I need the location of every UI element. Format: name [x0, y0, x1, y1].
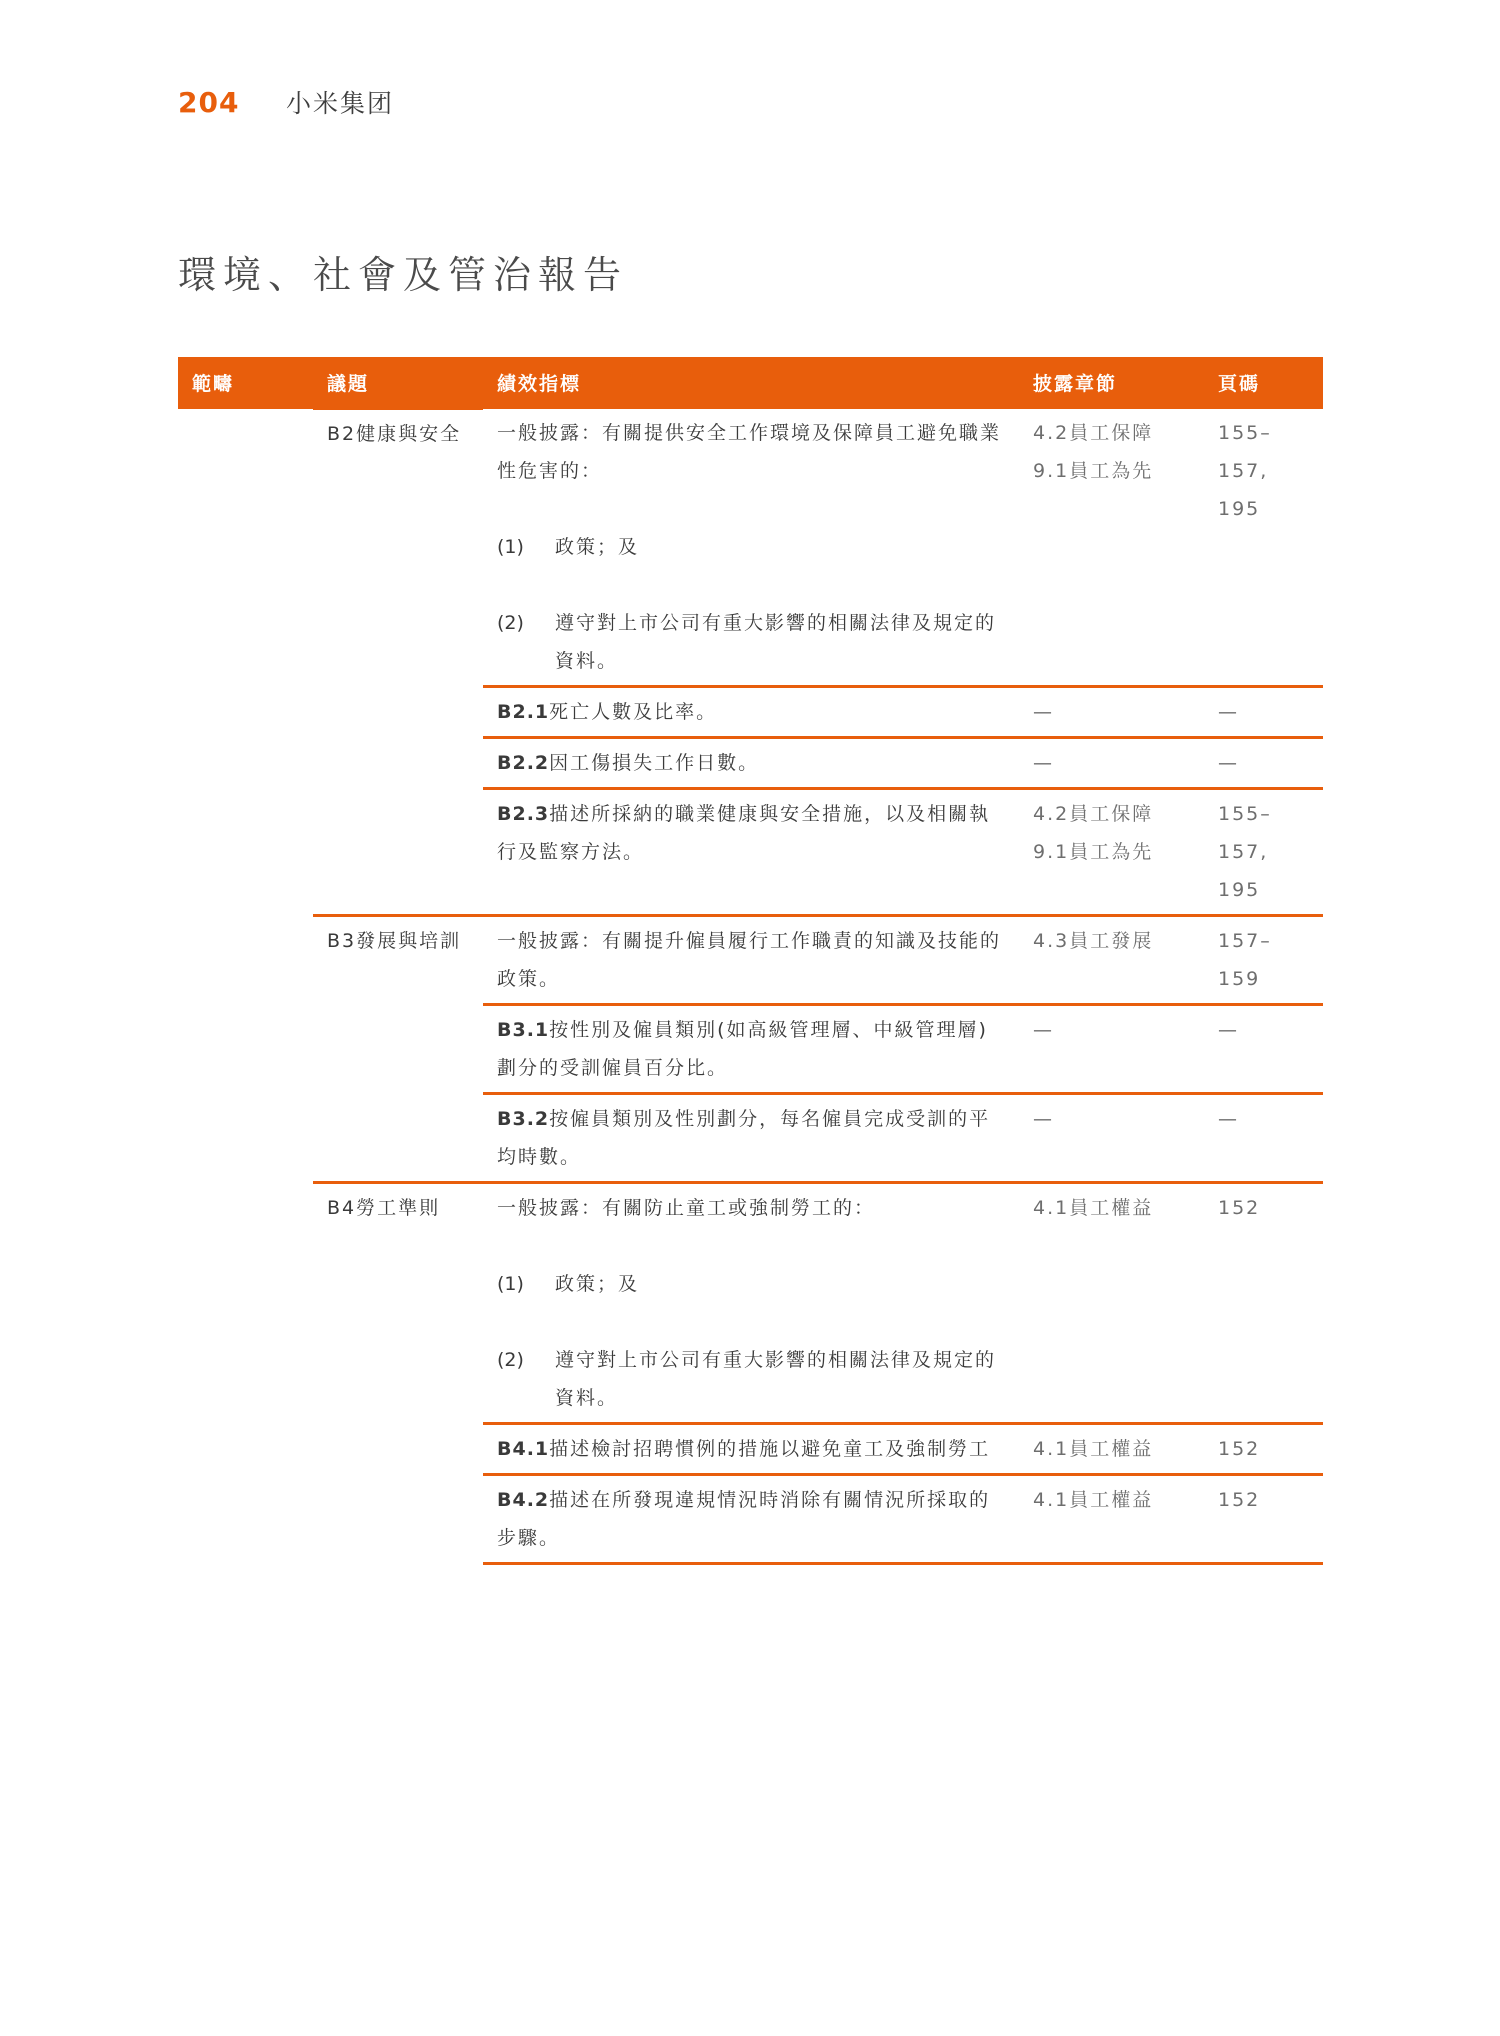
page-cell: — [1204, 1004, 1323, 1093]
indicator-cell [483, 1004, 1019, 1093]
sub-item [497, 604, 1005, 680]
column-header-scope: 範疇 [178, 357, 313, 409]
section-text: 9.1員工為先 [1033, 840, 1154, 863]
table-row [178, 409, 1323, 687]
indicator-code: B4.2 [497, 1488, 550, 1511]
sub-item [497, 528, 1005, 566]
section-cell: — [1019, 1004, 1204, 1093]
indicator-code: B2.2 [497, 751, 550, 774]
sub-item-text: 遵守對上市公司有重大影響的相關法律及規定的資料。 [555, 1348, 997, 1409]
page-text: 155–157, [1218, 421, 1272, 482]
column-header-page: 頁碼 [1204, 357, 1323, 409]
page-cell: 157–159 [1204, 915, 1323, 1004]
company-name: 小米集团 [286, 89, 395, 118]
sub-item [497, 1265, 1005, 1303]
sub-item-text: 政策；及 [555, 1272, 640, 1295]
sub-item-number: (1) [497, 1272, 524, 1295]
indicator-cell [483, 1474, 1019, 1563]
indicator-text: 一般披露：有關提供安全工作環境及保障員工避免職業性危害的： [497, 421, 1002, 482]
indicator-cell: 一般披露：有關提升僱員履行工作職責的知識及技能的政策。 [483, 915, 1019, 1004]
indicator-cell [483, 1182, 1019, 1423]
indicator-text: 按僱員類別及性別劃分，每名僱員完成受訓的平均時數。 [497, 1107, 991, 1168]
page-cell [1204, 409, 1323, 687]
sub-item-number: (2) [497, 1348, 524, 1371]
page-cell: 152 [1204, 1182, 1323, 1423]
sub-item-text: 政策；及 [555, 535, 640, 558]
page-cell [1204, 788, 1323, 915]
indicator-cell [483, 686, 1019, 737]
sub-item-number: (1) [497, 535, 524, 558]
page-cell: — [1204, 686, 1323, 737]
section-cell: 4.1員工權益 [1019, 1474, 1204, 1563]
indicator-text: 一般披露：有關防止童工或強制勞工的： [497, 1196, 876, 1219]
indicator-text: 死亡人數及比率。 [549, 700, 718, 723]
section-cell: — [1019, 686, 1204, 737]
page-text: 155–157, [1218, 802, 1272, 863]
page-text: 195 [1218, 878, 1261, 901]
table-row [178, 1182, 1323, 1423]
sub-item-number: (2) [497, 611, 524, 634]
section-text: 4.2員工保障 [1033, 421, 1154, 444]
page-text: 195 [1218, 497, 1261, 520]
page-cell: — [1204, 737, 1323, 788]
sub-item [497, 1341, 1005, 1417]
column-header-section: 披露章節 [1019, 357, 1204, 409]
esg-index-table [178, 357, 1323, 1565]
indicator-cell [483, 1423, 1019, 1474]
table-header-row [178, 357, 1323, 409]
section-cell: 4.3員工發展 [1019, 915, 1204, 1004]
indicator-code: B3.2 [497, 1107, 550, 1130]
report-title: 環境、社會及管治報告 [178, 253, 629, 297]
table-row [178, 915, 1323, 1004]
indicator-cell [483, 737, 1019, 788]
section-cell: 4.1員工權益 [1019, 1423, 1204, 1474]
indicator-code: B4.1 [497, 1437, 550, 1460]
page-cell: 152 [1204, 1423, 1323, 1474]
indicator-code: B2.3 [497, 802, 550, 825]
indicator-text: 按性別及僱員類別(如高級管理層、中級管理層)劃分的受訓僱員百分比。 [497, 1018, 988, 1079]
section-text: 9.1員工為先 [1033, 459, 1154, 482]
section-cell: — [1019, 737, 1204, 788]
indicator-text: 描述所採納的職業健康與安全措施，以及相關執行及監察方法。 [497, 802, 991, 863]
indicator-code: B2.1 [497, 700, 550, 723]
indicator-cell [483, 788, 1019, 915]
indicator-cell [483, 409, 1019, 687]
column-header-topic: 議題 [313, 357, 483, 409]
page-number: 204 [178, 85, 240, 119]
section-cell [1019, 788, 1204, 915]
topic-cell: B2健康與安全 [313, 409, 483, 916]
sub-item-text: 遵守對上市公司有重大影響的相關法律及規定的資料。 [555, 611, 997, 672]
indicator-text: 描述在所發現違規情況時消除有關情況所採取的步驟。 [497, 1488, 991, 1549]
section-cell [1019, 409, 1204, 687]
section-text: 4.2員工保障 [1033, 802, 1154, 825]
indicator-cell [483, 1093, 1019, 1182]
indicator-text: 因工傷損失工作日數。 [549, 751, 760, 774]
page-cell: 152 [1204, 1474, 1323, 1563]
indicator-code: B3.1 [497, 1018, 550, 1041]
topic-cell: B3發展與培訓 [313, 915, 483, 1182]
page-cell: — [1204, 1093, 1323, 1182]
scope-cell [178, 409, 313, 1564]
section-cell: 4.1員工權益 [1019, 1182, 1204, 1423]
page-header [178, 82, 394, 122]
indicator-text: 描述檢討招聘慣例的措施以避免童工及強制勞工 [549, 1437, 991, 1460]
column-header-indicator: 績效指標 [483, 357, 1019, 409]
section-cell: — [1019, 1093, 1204, 1182]
topic-cell: B4勞工準則 [313, 1182, 483, 1563]
